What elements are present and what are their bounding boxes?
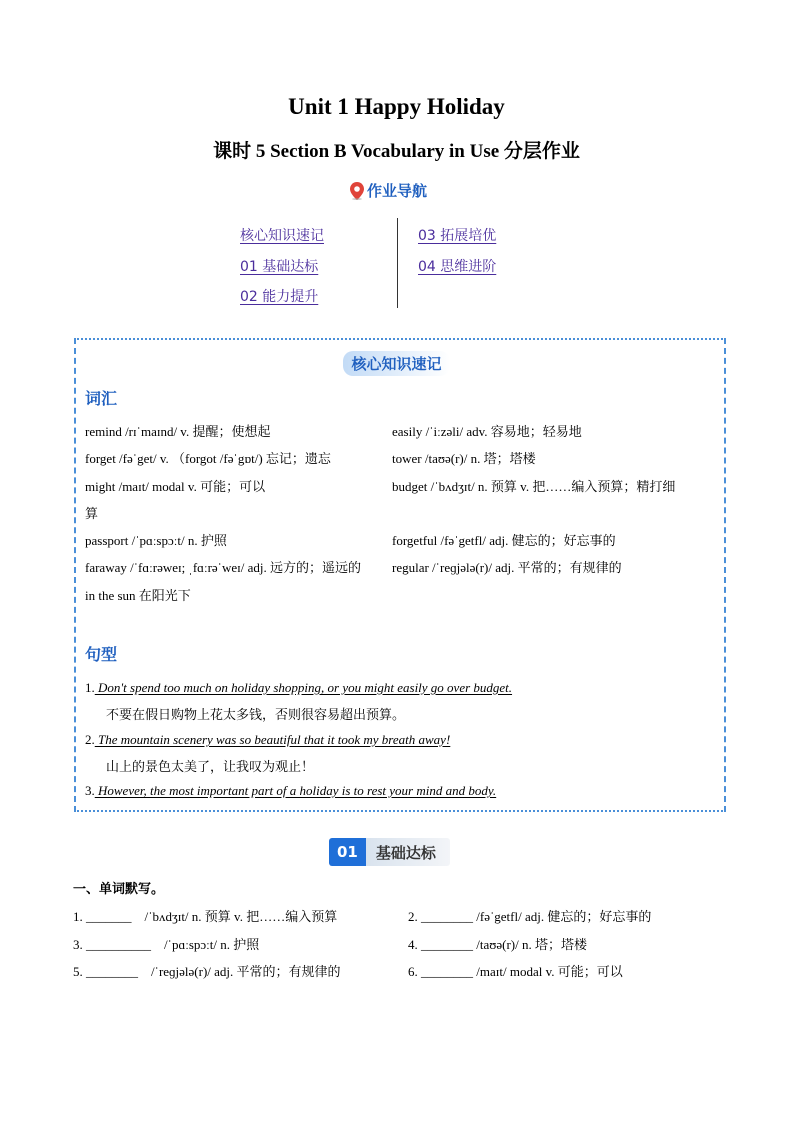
exercise-item-6: 6. ________ /maɪt/ modal v. 可能；可以 bbox=[408, 964, 623, 979]
page-subtitle: 课时 5 Section B Vocabulary in Use 分层作业 bbox=[213, 141, 580, 162]
vocab-left-4: passport /ˈpɑːspɔːt/ n. 护照 bbox=[85, 533, 227, 548]
page-title: Unit 1 Happy Holiday bbox=[288, 94, 505, 119]
nav-link-knowledge[interactable]: 核心知识速记 bbox=[240, 228, 324, 244]
vocab-right-4: forgetful /fəˈgetfl/ adj. 健忘的；好忘事的 bbox=[392, 533, 616, 548]
section-badge-num: 01 bbox=[329, 838, 366, 866]
sentence-3 bbox=[85, 783, 496, 799]
sentence-2-en: The mountain scenery was so beautiful that it took my breath away! bbox=[98, 732, 451, 747]
nav-link-basic[interactable]: 01 基础达标 bbox=[240, 259, 319, 275]
sentence-3-num: 3. bbox=[85, 783, 95, 798]
vocab-heading: 词汇 bbox=[85, 389, 118, 408]
vocab-wrap: 算 bbox=[85, 506, 99, 521]
vocab-left-2: forget /fəˈget/ v. （forgot /fəˈgɒt/) 忘记；遗忘 bbox=[85, 451, 331, 466]
nav-title-text: 作业导航 bbox=[367, 182, 428, 200]
exercise-item-1: 1. _______ /ˈbʌdʒɪt/ n. 预算 v. 把……编入预算 bbox=[73, 909, 338, 924]
section-badge-label: 基础达标 bbox=[366, 838, 450, 866]
sentence-1 bbox=[85, 680, 512, 696]
sentence-2 bbox=[85, 732, 450, 748]
sentence-2-num: 2. bbox=[85, 732, 95, 747]
exercise-heading: 一、单词默写。 bbox=[73, 882, 165, 897]
vocab-right-5: regular /ˈreɡjələ(r)/ adj. 平常的；有规律的 bbox=[392, 560, 622, 575]
knowledge-title bbox=[0, 351, 793, 376]
exercise-item-2: 2. ________ /fəˈgetfl/ adj. 健忘的；好忘事的 bbox=[408, 909, 652, 924]
nav-link-thinking[interactable]: 04 思维进阶 bbox=[418, 259, 497, 275]
nav-link-ability[interactable]: 02 能力提升 bbox=[240, 289, 319, 305]
vocab-left-5: faraway /ˈfɑːrəweɪ; ˌfɑːrəˈweɪ/ adj. 远方的；遥远的 bbox=[85, 560, 362, 575]
vocab-left-3: might /maɪt/ modal v. 可能；可以 bbox=[85, 479, 266, 494]
sentence-heading: 句型 bbox=[85, 645, 118, 664]
sentence-1-num: 1. bbox=[85, 680, 95, 695]
sentence-3-en: However, the most important part of a holiday is to rest your mind and body. bbox=[98, 783, 497, 798]
sentence-1-en: Don't spend too much on holiday shopping, or you might easily go over budget. bbox=[98, 680, 513, 695]
sentence-1-zh: 不要在假日购物上花太多钱，否则很容易超出预算。 bbox=[106, 707, 406, 722]
exercise-item-5: 5. ________ /ˈreɡjələ(r)/ adj. 平常的；有规律的 bbox=[73, 964, 341, 979]
vocab-right-1: easily /ˈiːzəli/ adv. 容易地；轻易地 bbox=[392, 424, 582, 439]
vocab-right-3: budget /ˈbʌdʒɪt/ n. 预算 v. 把……编入预算；精打细 bbox=[392, 479, 676, 494]
section-badge bbox=[329, 838, 450, 866]
vocab-right-2: tower /taʊə(r)/ n. 塔；塔楼 bbox=[392, 451, 536, 466]
vocab-left-6: in the sun 在阳光下 bbox=[85, 588, 191, 603]
knowledge-title-pill: 核心知识速记 bbox=[343, 351, 449, 376]
sentence-2-zh: 山上的景色太美了，让我叹为观止！ bbox=[106, 759, 315, 774]
nav-divider bbox=[397, 218, 398, 308]
vocab-left-1: remind /rɪˈmaɪnd/ v. 提醒；使想起 bbox=[85, 424, 271, 439]
exercise-item-4: 4. ________ /taʊə(r)/ n. 塔；塔楼 bbox=[408, 937, 587, 952]
location-pin-icon bbox=[350, 182, 364, 200]
nav-title bbox=[350, 180, 427, 201]
exercise-item-3: 3. __________ /ˈpɑːspɔːt/ n. 护照 bbox=[73, 937, 260, 952]
nav-link-extension[interactable]: 03 拓展培优 bbox=[418, 228, 497, 244]
